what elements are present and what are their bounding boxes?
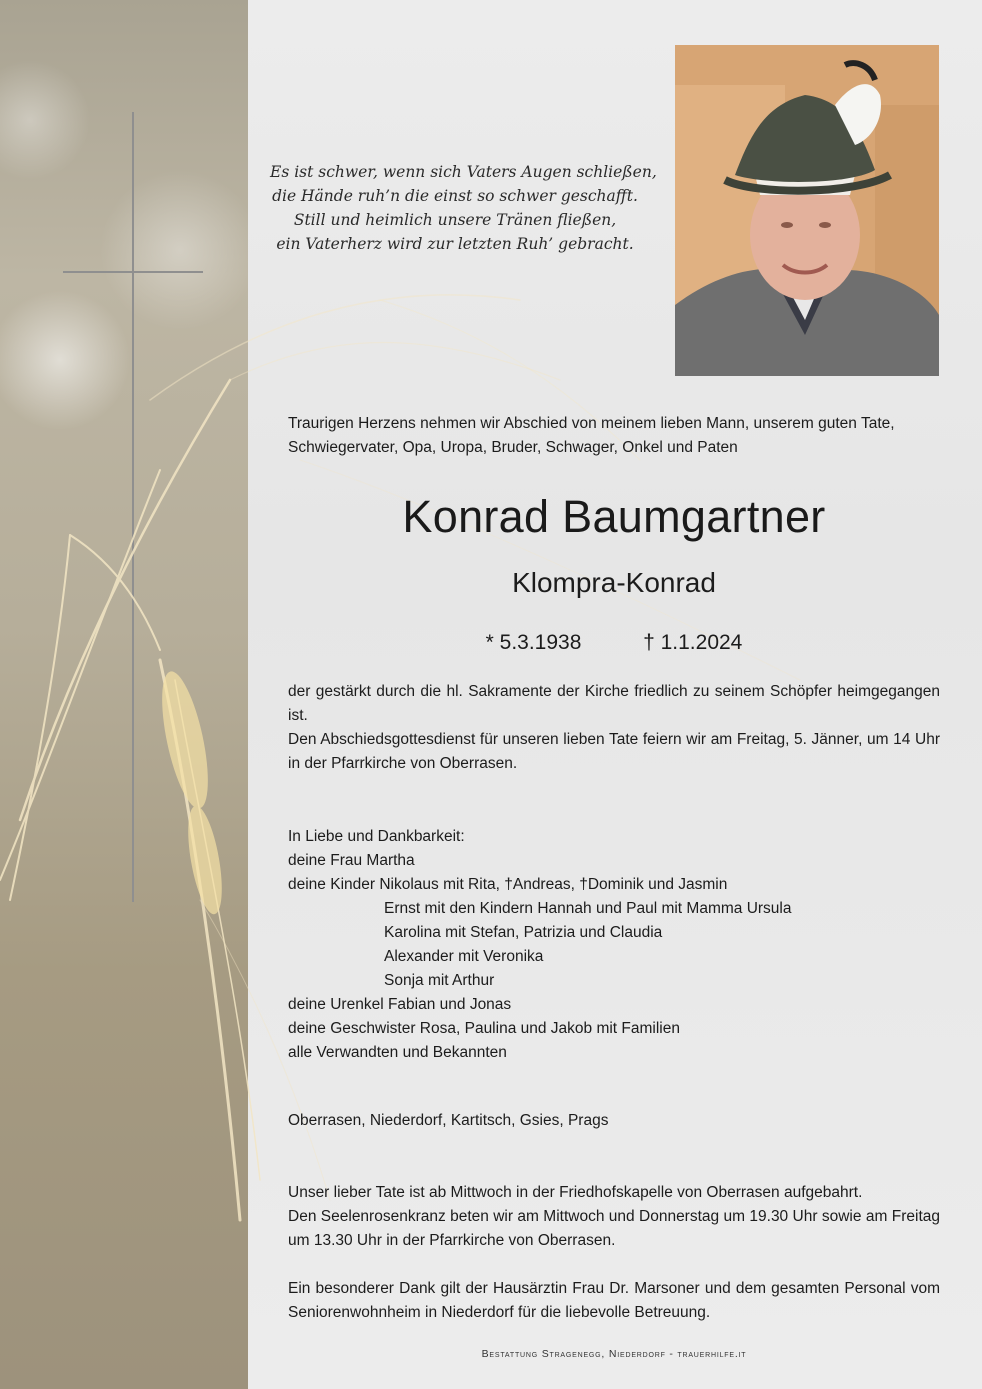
wake-paragraph (288, 1181, 940, 1253)
verse-line: die Hände ruh’n die einst so schwer geschafft. (272, 187, 638, 205)
memorial-verse (270, 160, 657, 256)
mourner-great-grandchildren: deine Urenkel Fabian und Jonas (288, 996, 512, 1013)
deceased-name: Konrad Baumgartner (402, 491, 826, 542)
birth-date: * 5.3.1938 (485, 631, 582, 654)
sacrament-paragraph (288, 680, 940, 776)
mourner-siblings: deine Geschwister Rosa, Paulina und Jakob mit Familien (288, 1020, 680, 1037)
places-list: Oberrasen, Niederdorf, Kartitsch, Gsies, Prags (288, 1112, 609, 1129)
sidebar-background (0, 0, 248, 1389)
wake-line-1: Unser lieber Tate ist ab Mittwoch in der Friedhofskapelle von Oberrasen aufgebahrt. (288, 1184, 863, 1201)
cross-horizontal-bar (63, 271, 203, 273)
verse-line: Es ist schwer, wenn sich Vaters Augen schließen, (270, 163, 657, 181)
thanks-paragraph: Ein besonderer Dank gilt der Hausärztin Frau Dr. Marsoner und dem gesamten Personal vom Seniorenwohnheim in Niederdorf für die liebevolle Betreuung. (288, 1280, 940, 1321)
life-dates (288, 628, 940, 658)
cross-vertical-bar (132, 112, 134, 902)
mourners-heading: In Liebe und Dankbarkeit: (288, 828, 465, 845)
service-text: Den Abschiedsgottesdienst für unseren lieben Tate feiern wir am Freitag, 5. Jänner, um 14 Uhr in der Pfarrkirche von Oberrasen. (288, 731, 940, 772)
intro-text: Traurigen Herzens nehmen wir Abschied von meinem lieben Mann, unserem guten Tate, Schwiegervater, Opa, Uropa, Bruder, Schwager, Onkel und Paten (288, 415, 895, 456)
mourner-relatives: alle Verwandten und Bekannten (288, 1044, 507, 1061)
mourner-children: deine Kinder Nikolaus mit Rita, †Andreas, †Dominik und Jasmin (288, 876, 728, 893)
deceased-nickname: Klompra-Konrad (512, 567, 716, 598)
wake-line-2: Den Seelenrosenkranz beten wir am Mittwoch und Donnerstag um 19.30 Uhr sowie am Freitag um 13.30 Uhr in der Pfarrkirche von Oberrasen. (288, 1208, 940, 1249)
funeral-home-footer: Bestattung Stragenegg, Niederdorf - trauerhilfe.it (481, 1348, 747, 1360)
mourner-wife: deine Frau Martha (288, 852, 415, 869)
verse-line: Still und heimlich unsere Tränen fließen, (293, 211, 617, 229)
death-date: † 1.1.2024 (643, 631, 743, 654)
mourner-children-line: Sonja mit Arthur (384, 972, 495, 989)
sacrament-text: der gestärkt durch die hl. Sakramente der Kirche friedlich zu seinem Schöpfer heimgegangen ist. (288, 683, 940, 724)
verse-line: ein Vaterherz wird zur letzten Ruh’ gebracht. (276, 235, 634, 253)
mourners-list (288, 825, 940, 1065)
mourner-children-line: Karolina mit Stefan, Patrizia und Claudia (384, 924, 663, 941)
mourner-children-line: Alexander mit Veronika (384, 948, 544, 965)
mourner-children-line: Ernst mit den Kindern Hannah und Paul mit Mamma Ursula (384, 900, 792, 917)
portrait-photo (675, 45, 939, 376)
